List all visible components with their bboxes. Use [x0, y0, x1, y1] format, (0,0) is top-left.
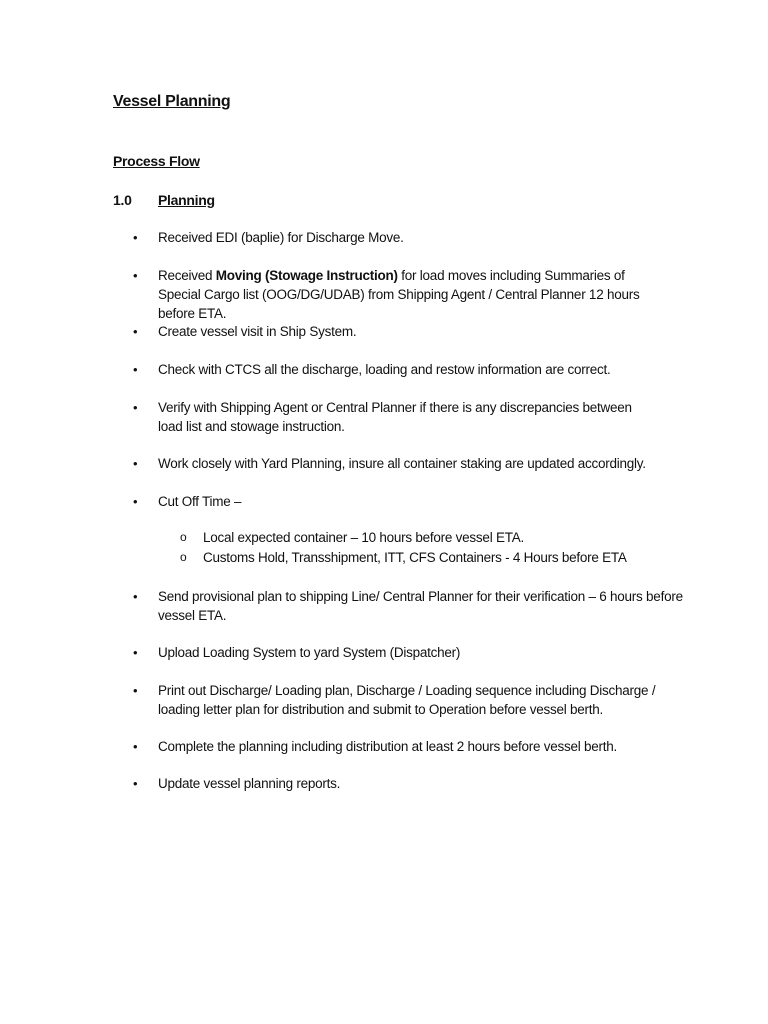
list-item-text: Print out Discharge/ Loading plan, Discharge / Loading sequence including Discharge / loading letter plan for distribution and submit to Operation before vessel berth.	[158, 683, 656, 717]
sub-list-item-text: Customs Hold, Transshipment, ITT, CFS Containers - 4 Hours before ETA	[203, 550, 627, 565]
list-item-text-lead: Received	[158, 268, 216, 283]
bullet-icon: •	[133, 776, 138, 791]
heading-number: 1.0	[113, 192, 132, 208]
bullet-icon: •	[133, 589, 138, 604]
bullet-icon: •	[133, 268, 138, 283]
list-item-text: Complete the planning including distribution at least 2 hours before vessel berth.	[158, 739, 618, 754]
bullet-icon: •	[133, 324, 138, 339]
list-item-text: Received EDI (baplie) for Discharge Move.	[158, 230, 404, 245]
list-item-text: Send provisional plan to shipping Line/ Central Planner for their verification – 6 hours before vessel ETA.	[158, 589, 683, 623]
bullet-icon: •	[133, 230, 138, 245]
bullet-icon: •	[133, 645, 138, 660]
sub-bullet-icon: o	[180, 530, 187, 544]
bullet-icon: •	[133, 494, 138, 509]
list-item-text: Cut Off Time –	[158, 494, 242, 509]
list-item-text-tail: for load moves including Summaries of Special Cargo list (OOG/DG/UDAB) from Shipping Agent / Central Planner 12 hours before ETA.	[158, 268, 640, 321]
sub-list-item-text: Local expected container – 10 hours before vessel ETA.	[203, 530, 524, 545]
list-item-text: Work closely with Yard Planning, insure all container staking are updated accordingly.	[158, 456, 646, 471]
bullet-icon: •	[133, 739, 138, 754]
list-item-text	[158, 266, 658, 323]
sub-bullet-icon: o	[180, 550, 187, 564]
list-item-text: Verify with Shipping Agent or Central Planner if there is any discrepancies between load list and stowage instruction.	[158, 400, 632, 434]
heading-label: Planning	[158, 192, 215, 208]
bullet-icon: •	[133, 400, 138, 415]
bullet-icon: •	[133, 683, 138, 698]
list-item-text-bold: Moving (Stowage Instruction)	[215, 268, 398, 283]
list-item-text: Check with CTCS all the discharge, loading and restow information are correct.	[158, 362, 611, 377]
bullet-icon: •	[133, 362, 138, 377]
list-item-text: Create vessel visit in Ship System.	[158, 324, 357, 339]
section-title: Process Flow	[113, 153, 200, 169]
list-item-text: Update vessel planning reports.	[158, 776, 341, 791]
bullet-icon: •	[133, 456, 138, 471]
list-item-text: Upload Loading System to yard System (Dispatcher)	[158, 645, 461, 660]
document-title: Vessel Planning	[113, 93, 231, 110]
